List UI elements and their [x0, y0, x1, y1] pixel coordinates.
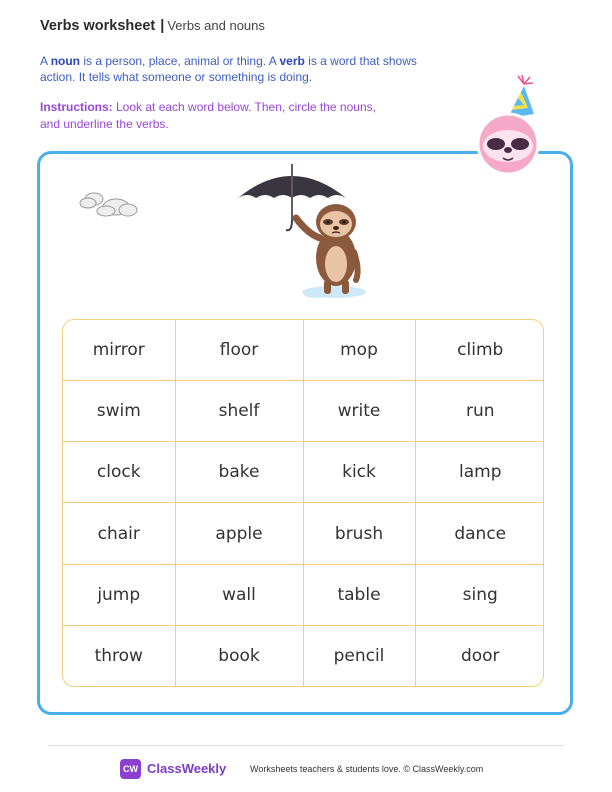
word-row — [63, 564, 544, 625]
instructions-text: Look at each word below. Then, circle the nouns, and underline the verbs. — [40, 100, 376, 131]
word-row — [63, 320, 544, 380]
clouds-icon — [76, 183, 140, 219]
party-sloth-icon — [470, 74, 546, 174]
word-grid — [62, 319, 544, 687]
instructions-label: Instructions: — [40, 100, 113, 114]
word-cell[interactable]: run — [415, 380, 544, 441]
intro-paragraph — [40, 53, 440, 85]
word-cell[interactable]: brush — [303, 503, 415, 564]
word-row — [63, 626, 544, 686]
word-cell[interactable]: climb — [415, 320, 544, 380]
word-cell[interactable]: mop — [303, 320, 415, 380]
worksheet-title: Verbs worksheet — [40, 18, 156, 34]
word-cell[interactable]: lamp — [415, 442, 544, 503]
word-cell[interactable]: shelf — [175, 380, 303, 441]
word-cell[interactable]: sing — [415, 564, 544, 625]
word-cell[interactable]: dance — [415, 503, 544, 564]
noun-term: noun — [50, 54, 81, 68]
word-cell[interactable]: book — [175, 626, 303, 686]
brand-name: ClassWeekly — [147, 761, 227, 776]
word-cell[interactable]: kick — [303, 442, 415, 503]
instructions — [40, 99, 380, 133]
word-cell[interactable]: throw — [63, 626, 175, 686]
footer-tagline: Worksheets teachers & students love. © ClassWeekly.com — [250, 764, 484, 774]
intro-text-2: is a person, place, animal or thing. A — [80, 54, 280, 68]
footer-divider — [48, 745, 564, 746]
word-cell[interactable]: clock — [63, 442, 175, 503]
verb-term: verb — [279, 54, 305, 68]
intro-text-3: is a word that shows action. It tells what someone or something is doing. — [40, 54, 417, 84]
word-cell[interactable]: pencil — [303, 626, 415, 686]
word-row — [63, 503, 544, 564]
sloth-umbrella-illustration — [236, 160, 376, 304]
word-cell[interactable]: door — [460, 646, 500, 667]
word-row — [63, 380, 544, 441]
word-cell[interactable]: swim — [63, 380, 175, 441]
word-cell[interactable]: bake — [175, 442, 303, 503]
word-row — [63, 442, 544, 503]
word-cell[interactable]: apple — [175, 503, 303, 564]
word-cell[interactable]: mirror — [63, 320, 175, 380]
classweekly-logo-icon: CW — [120, 759, 141, 779]
word-cell[interactable]: table — [303, 564, 415, 625]
word-cell[interactable]: floor — [175, 320, 303, 380]
word-cell[interactable]: wall — [175, 564, 303, 625]
word-cell[interactable]: write — [303, 380, 415, 441]
title-separator: | — [160, 18, 165, 34]
word-cell[interactable]: chair — [63, 503, 175, 564]
word-cell[interactable]: jump — [63, 564, 175, 625]
worksheet-subtitle: Verbs and nouns — [167, 18, 265, 33]
intro-text-1: A — [40, 54, 51, 68]
worksheet-header — [40, 18, 265, 34]
